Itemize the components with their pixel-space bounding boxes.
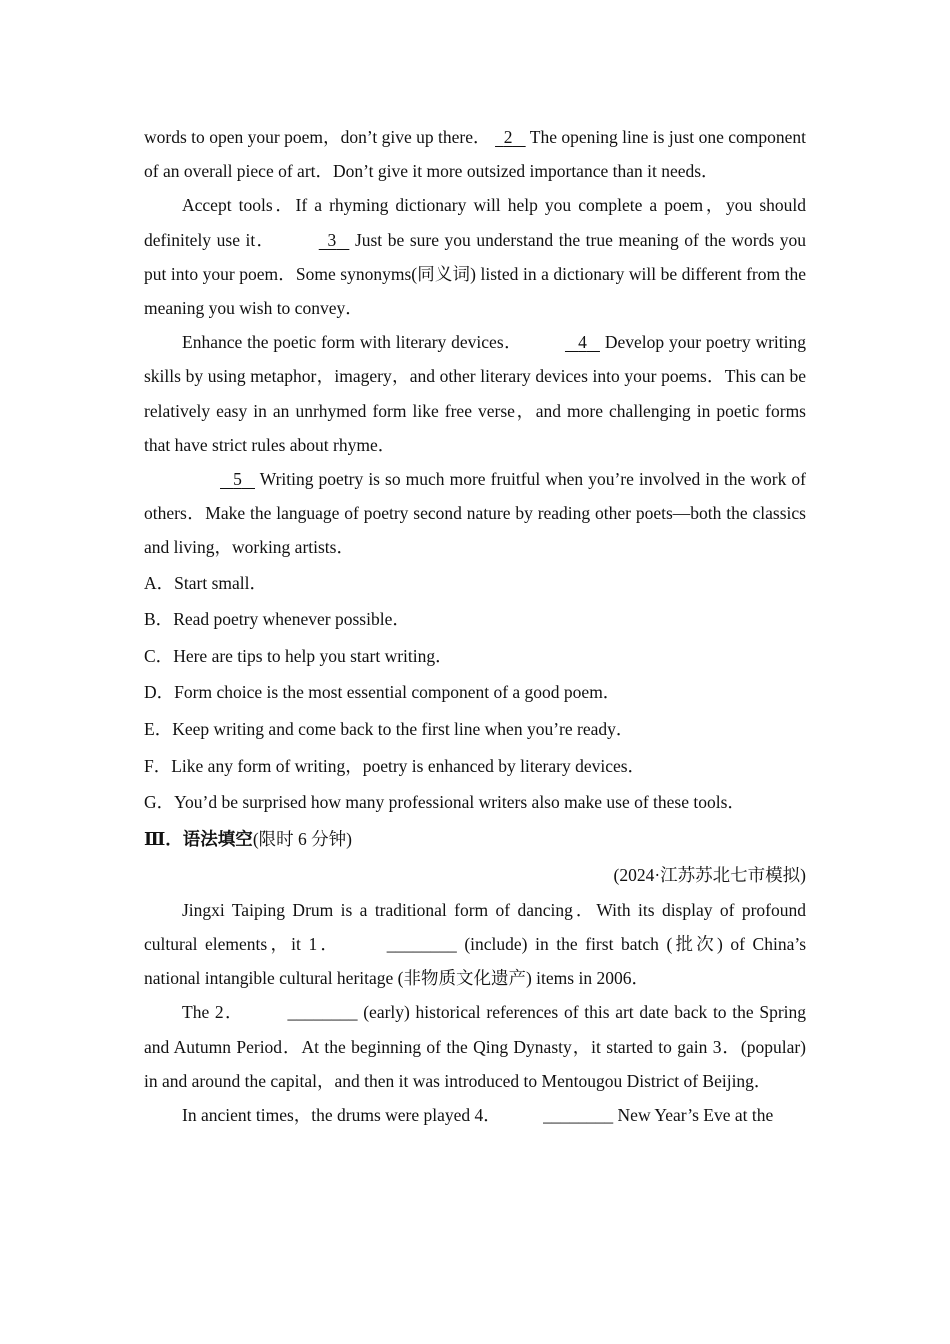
fill-blank-4: ________ — [543, 1105, 614, 1126]
section-title: Ⅲ．语法填空(限时 6 分钟) — [144, 828, 352, 849]
grammar-paragraph-3: In ancient times，the drums were played 4． ________ New Year’s Eve at the — [144, 1098, 806, 1132]
time-limit: (限时 6 分钟) — [252, 828, 352, 849]
option-b: B．Read poetry whenever possible． — [144, 609, 410, 630]
paragraph-3 — [144, 325, 806, 462]
options-list — [144, 565, 806, 821]
paragraph-text: The opening line is just one component of an overall piece of art．Don’t give it more outsized importance than it needs． — [144, 127, 807, 182]
paragraph-2 — [144, 188, 806, 325]
paragraph-4 — [144, 462, 806, 565]
fill-blank-1: ________ — [386, 934, 457, 954]
option-e: E．Keep writing and come back to the first line when you’re ready． — [144, 719, 634, 740]
answer-blank-3: 3 — [327, 229, 337, 250]
grammar-paragraph-2: The 2． ________ (early) historical references of this art date back to the Spring and Autumn Period．At the beginning of the Qing Dynasty，it started to gain 3．(popular) in and around the capital，and then it was introduced to Mentougou District of Beijing． — [144, 995, 806, 1098]
answer-blank-5: 5 — [233, 469, 242, 490]
fill-blank-2: ________ — [287, 1002, 358, 1023]
paragraph-text: words to open your poem，don’t give up there． — [144, 127, 491, 147]
paragraph-text: Accept tools．If a rhyming dictionary will help you complete a poem，you should definitely use it． — [144, 195, 806, 250]
source-note: (2024·江苏苏北七市模拟) — [613, 864, 806, 885]
option-a: A．Start small． — [144, 572, 267, 593]
answer-blank-2: 2 — [503, 127, 513, 147]
option-f: F．Like any form of writing，poetry is enhanced by literary devices． — [144, 755, 646, 776]
paragraph-text: Enhance the poetic form with literary devices． — [182, 332, 523, 353]
paragraph-text: Writing poetry is so much more fruitful when you’re involved in the work of others．Make the language of poetry second nature by reading other poets—both the classics and living，working artists． — [144, 469, 806, 558]
option-g: G．You’d be surprised how many professional writers also make use of these tools． — [144, 792, 745, 813]
paragraph-text: Just be sure you understand the true meaning of the words you put into your poem．Some synonyms(同义词) listed in a dictionary will be different from the meaning you wish to convey． — [144, 229, 806, 319]
paragraph-text: Develop your poetry writing skills by using metaphor，imagery，and other literary devices into your poems．This can be relatively easy in an unrhymed form like free verse，and more challenging in poetic forms that have strict rules about rhyme． — [144, 332, 807, 455]
option-c: C．Here are tips to help you start writing． — [144, 645, 453, 666]
document-page — [144, 120, 806, 1132]
option-d: D．Form choice is the most essential component of a good poem． — [144, 682, 621, 703]
paragraph-1 — [144, 120, 806, 188]
grammar-paragraph-1: Jingxi Taiping Drum is a traditional form of dancing．With its display of profound cultural elements，it 1． ________ (include) in the first batch (批次) of China’s national intangible cultural heritage (非物质文化遗产) items in 2006． — [144, 899, 807, 989]
answer-blank-4: 4 — [578, 332, 587, 353]
